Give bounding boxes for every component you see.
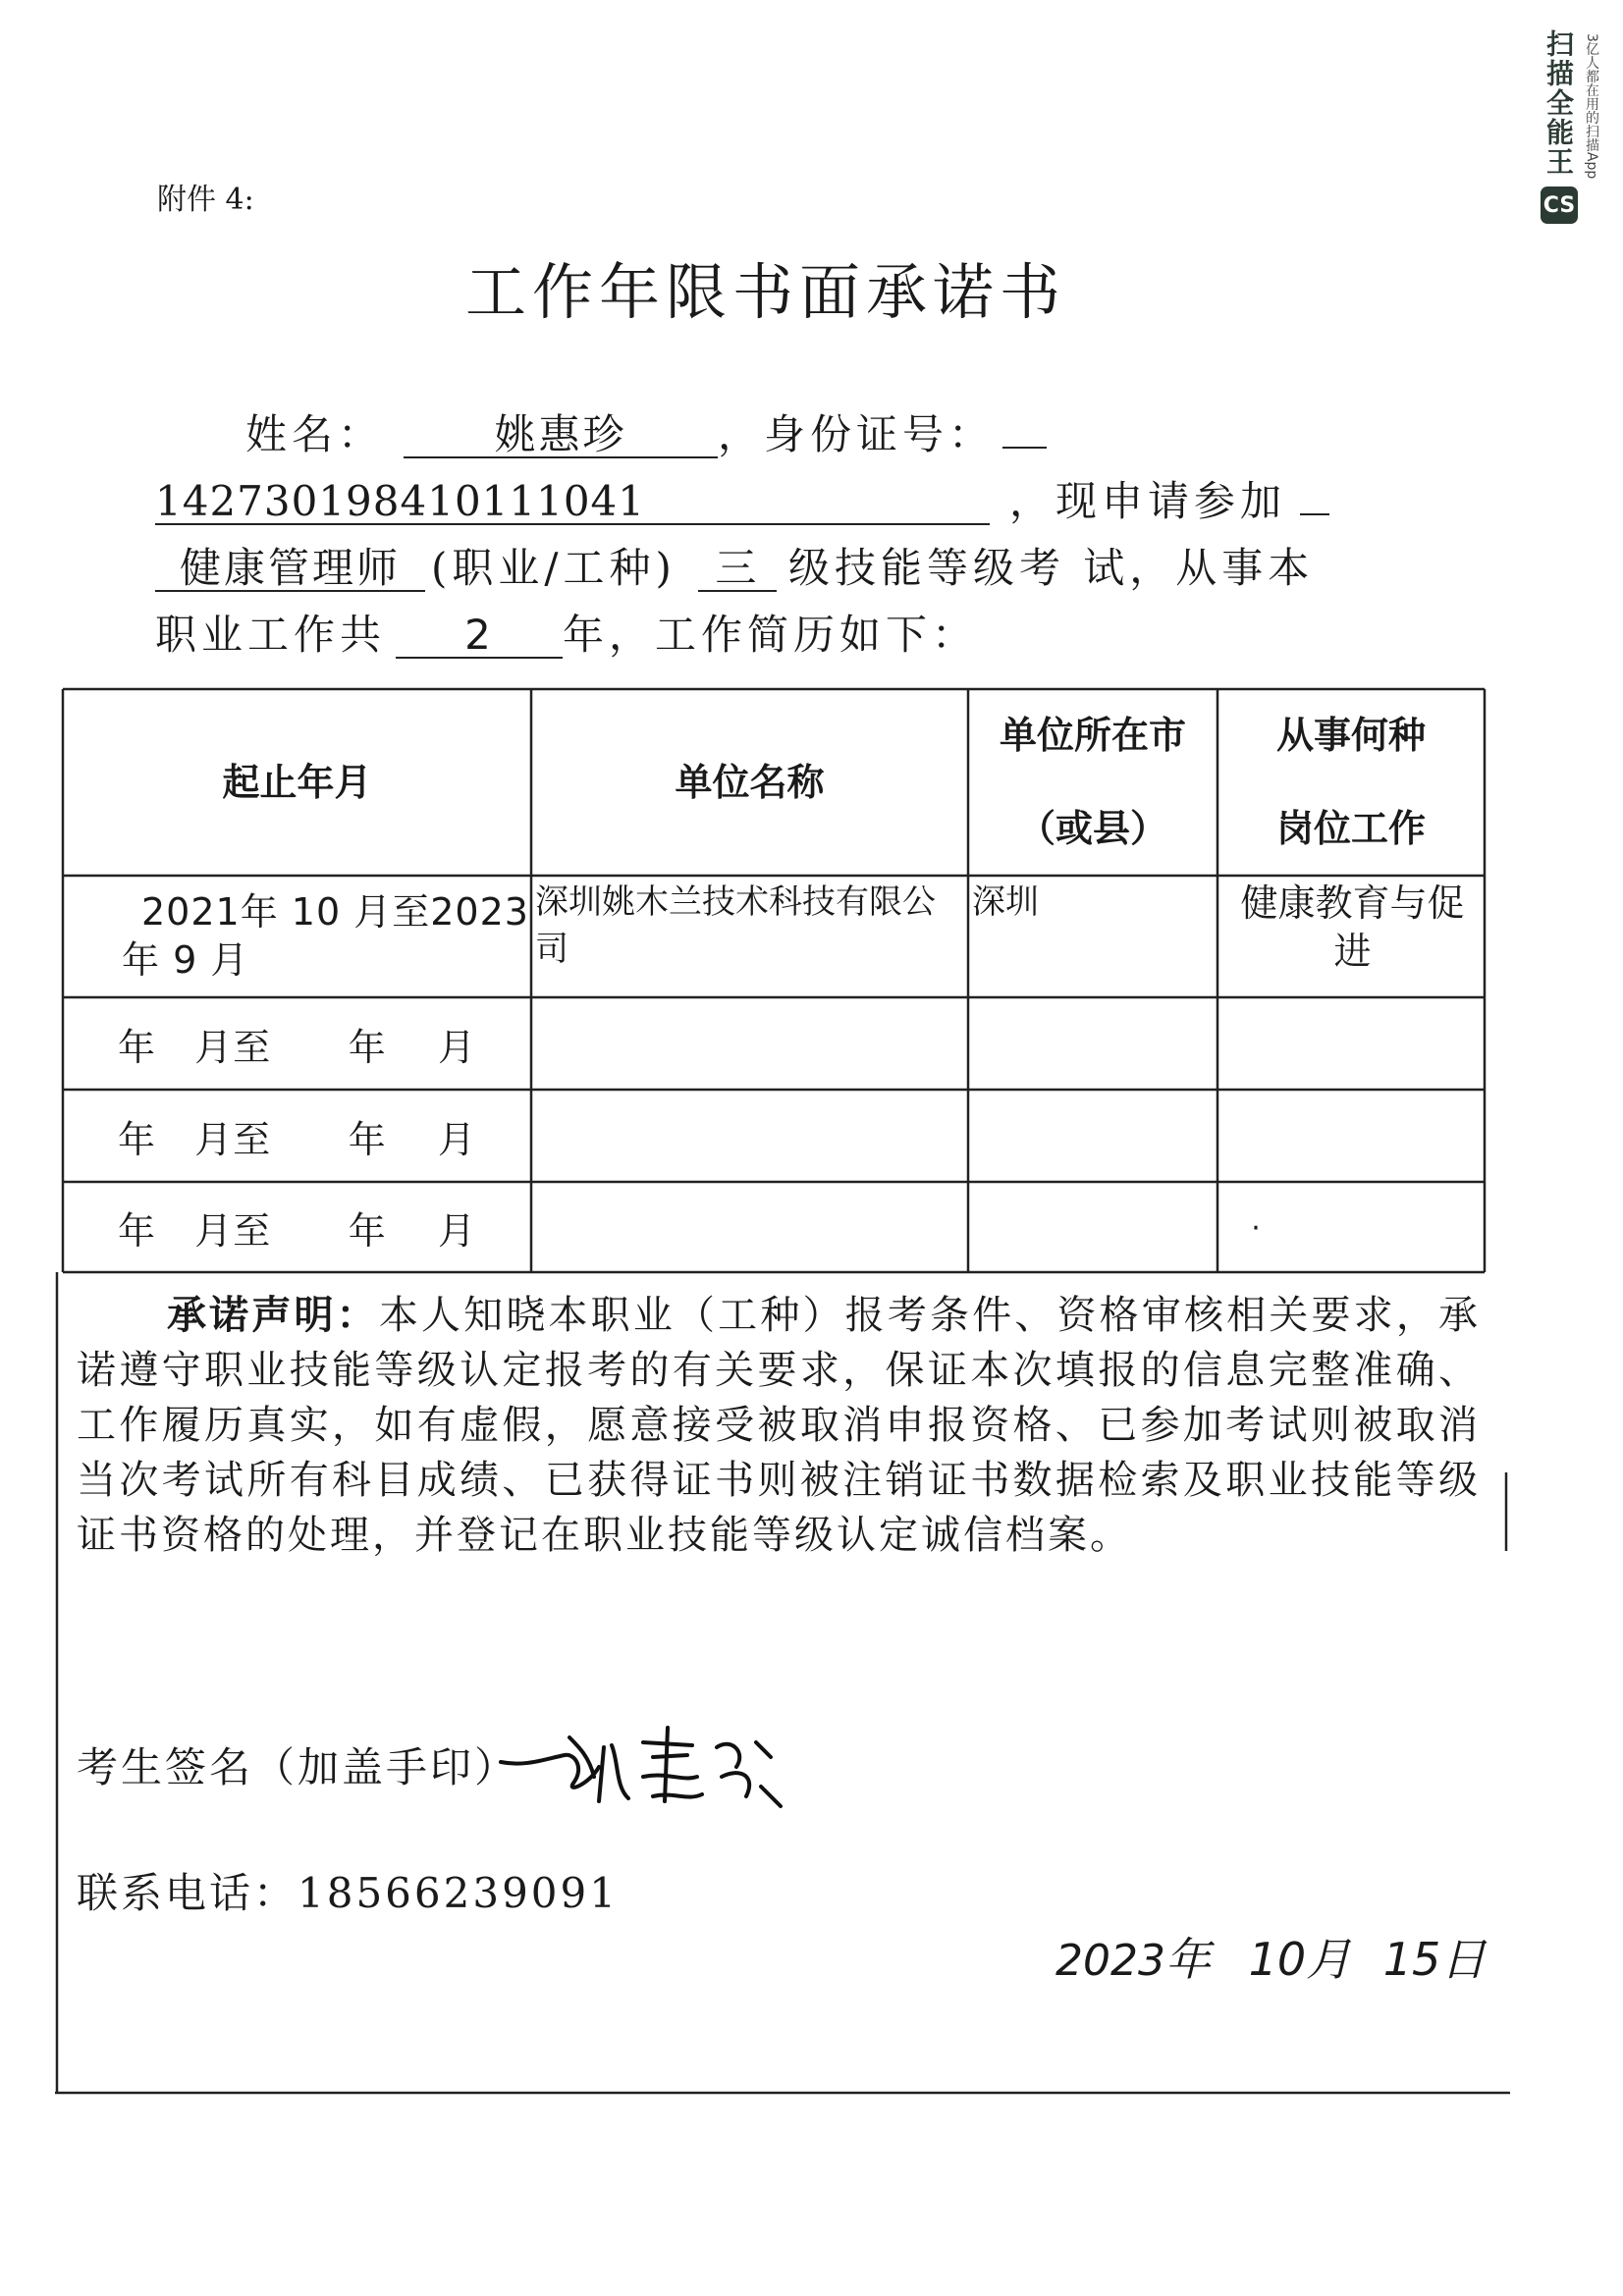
table-row-2-period: 年 月至 年 月 (117, 1025, 477, 1069)
table-row-1-post: 健康教育与促进 (1240, 881, 1465, 974)
statement-heading: 承诺声明： (167, 1293, 379, 1338)
id-number-value: 142730198410111041 (155, 480, 990, 525)
intro-line-4 (155, 603, 978, 662)
scanner-watermark (1537, 29, 1605, 236)
intro-line-1 (245, 402, 1047, 461)
commitment-statement (77, 1288, 1481, 1563)
header-period: 起止年月 (222, 760, 372, 804)
date-year-unit: 年 (1164, 1933, 1211, 1986)
apply-label: ，现申请参加 (1009, 477, 1287, 525)
years-prefix: 职业工作共 (155, 611, 387, 659)
date-month: 10 (1248, 1933, 1307, 1986)
occupation-suffix: (职业/工种) (431, 544, 676, 592)
name-value: 姚惠珍 (404, 413, 718, 458)
period-line2: 年 9 月 (122, 938, 249, 982)
header-city (968, 689, 1217, 876)
date-month-unit: 月 (1306, 1933, 1352, 1986)
level-suffix: 级技能等级考 试，从事本 (787, 544, 1315, 592)
table-row-2-post (1221, 1001, 1483, 1088)
years-suffix: 年，工作简历如下： (563, 611, 979, 659)
intro-line-3 (155, 536, 1314, 595)
watermark-tagline: 3亿人都在用的扫描App (1584, 33, 1599, 180)
id-blank-start (1002, 447, 1047, 449)
occupation-value: 健康管理师 (155, 547, 425, 592)
table-row-4-city (972, 1186, 1216, 1270)
header-city-line2: （或县） (1017, 807, 1167, 850)
id-label: ，身份证号： (718, 410, 996, 458)
phone-value: 18566239091 (298, 1869, 619, 1917)
table-row-3-city (972, 1094, 1216, 1180)
table-row-1-city: 深圳 (972, 882, 1039, 922)
header-city-line1: 单位所在市 (999, 714, 1186, 757)
header-post (1217, 689, 1485, 876)
handwritten-signature (496, 1708, 790, 1826)
document-title: 工作年限书面承诺书 (464, 256, 1066, 328)
table-row-1-company: 深圳姚木兰技术科技有限公司 (535, 882, 936, 969)
table-row-2-city (972, 1001, 1216, 1088)
table-row-4-company (535, 1186, 967, 1270)
watermark-brand: 扫描全能王 (1542, 29, 1575, 177)
apply-blank (1300, 513, 1329, 515)
date-year: 2023 (1055, 1936, 1165, 1986)
statement-body: 本人知晓本职业（工种）报考条件、资格审核相关要求，承诺遵守职业技能等级认定报考的有关要求，保证本次填报的信息完整准确、工作履历真实，如有虚假，愿意接受被取消申报资格、已参加考试则被取消当次考试所有科目成绩、已获得证书则被注销证书数据检索及职业技能等级证书资格的处理，并登记在职业技能等级认定诚信档案。 (77, 1293, 1482, 1558)
signed-date (1055, 1924, 1486, 1989)
name-label: 姓名： (245, 410, 385, 458)
table-row-3-post (1221, 1094, 1483, 1180)
header-post-line2: 岗位工作 (1275, 807, 1426, 850)
years-value: 2 (396, 614, 563, 659)
cs-logo-icon: CS (1541, 187, 1578, 224)
table-row-4-post: · (1251, 1210, 1261, 1246)
attachment-label: 附件 4: (157, 183, 254, 217)
phone-label: 联系电话： (77, 1869, 298, 1917)
table-row-4-period: 年 月至 年 月 (117, 1208, 477, 1253)
table-row-1-period (63, 876, 531, 997)
table-row-3-company (535, 1094, 967, 1180)
table-row-3-period: 年 月至 年 月 (117, 1117, 477, 1161)
date-day: 15 (1382, 1933, 1441, 1986)
header-company: 单位名称 (675, 760, 825, 804)
level-value: 三 (698, 547, 777, 592)
date-day-unit: 日 (1440, 1933, 1487, 1986)
table-row-2-company (535, 1001, 967, 1088)
header-post-line1: 从事何种 (1275, 714, 1426, 757)
intro-line-2 (155, 469, 1329, 528)
period-line1: 2021年 10 月至2023 (141, 889, 529, 934)
signature-label: 考生签名（加盖手印） (77, 1743, 519, 1791)
phone-line (77, 1861, 619, 1920)
